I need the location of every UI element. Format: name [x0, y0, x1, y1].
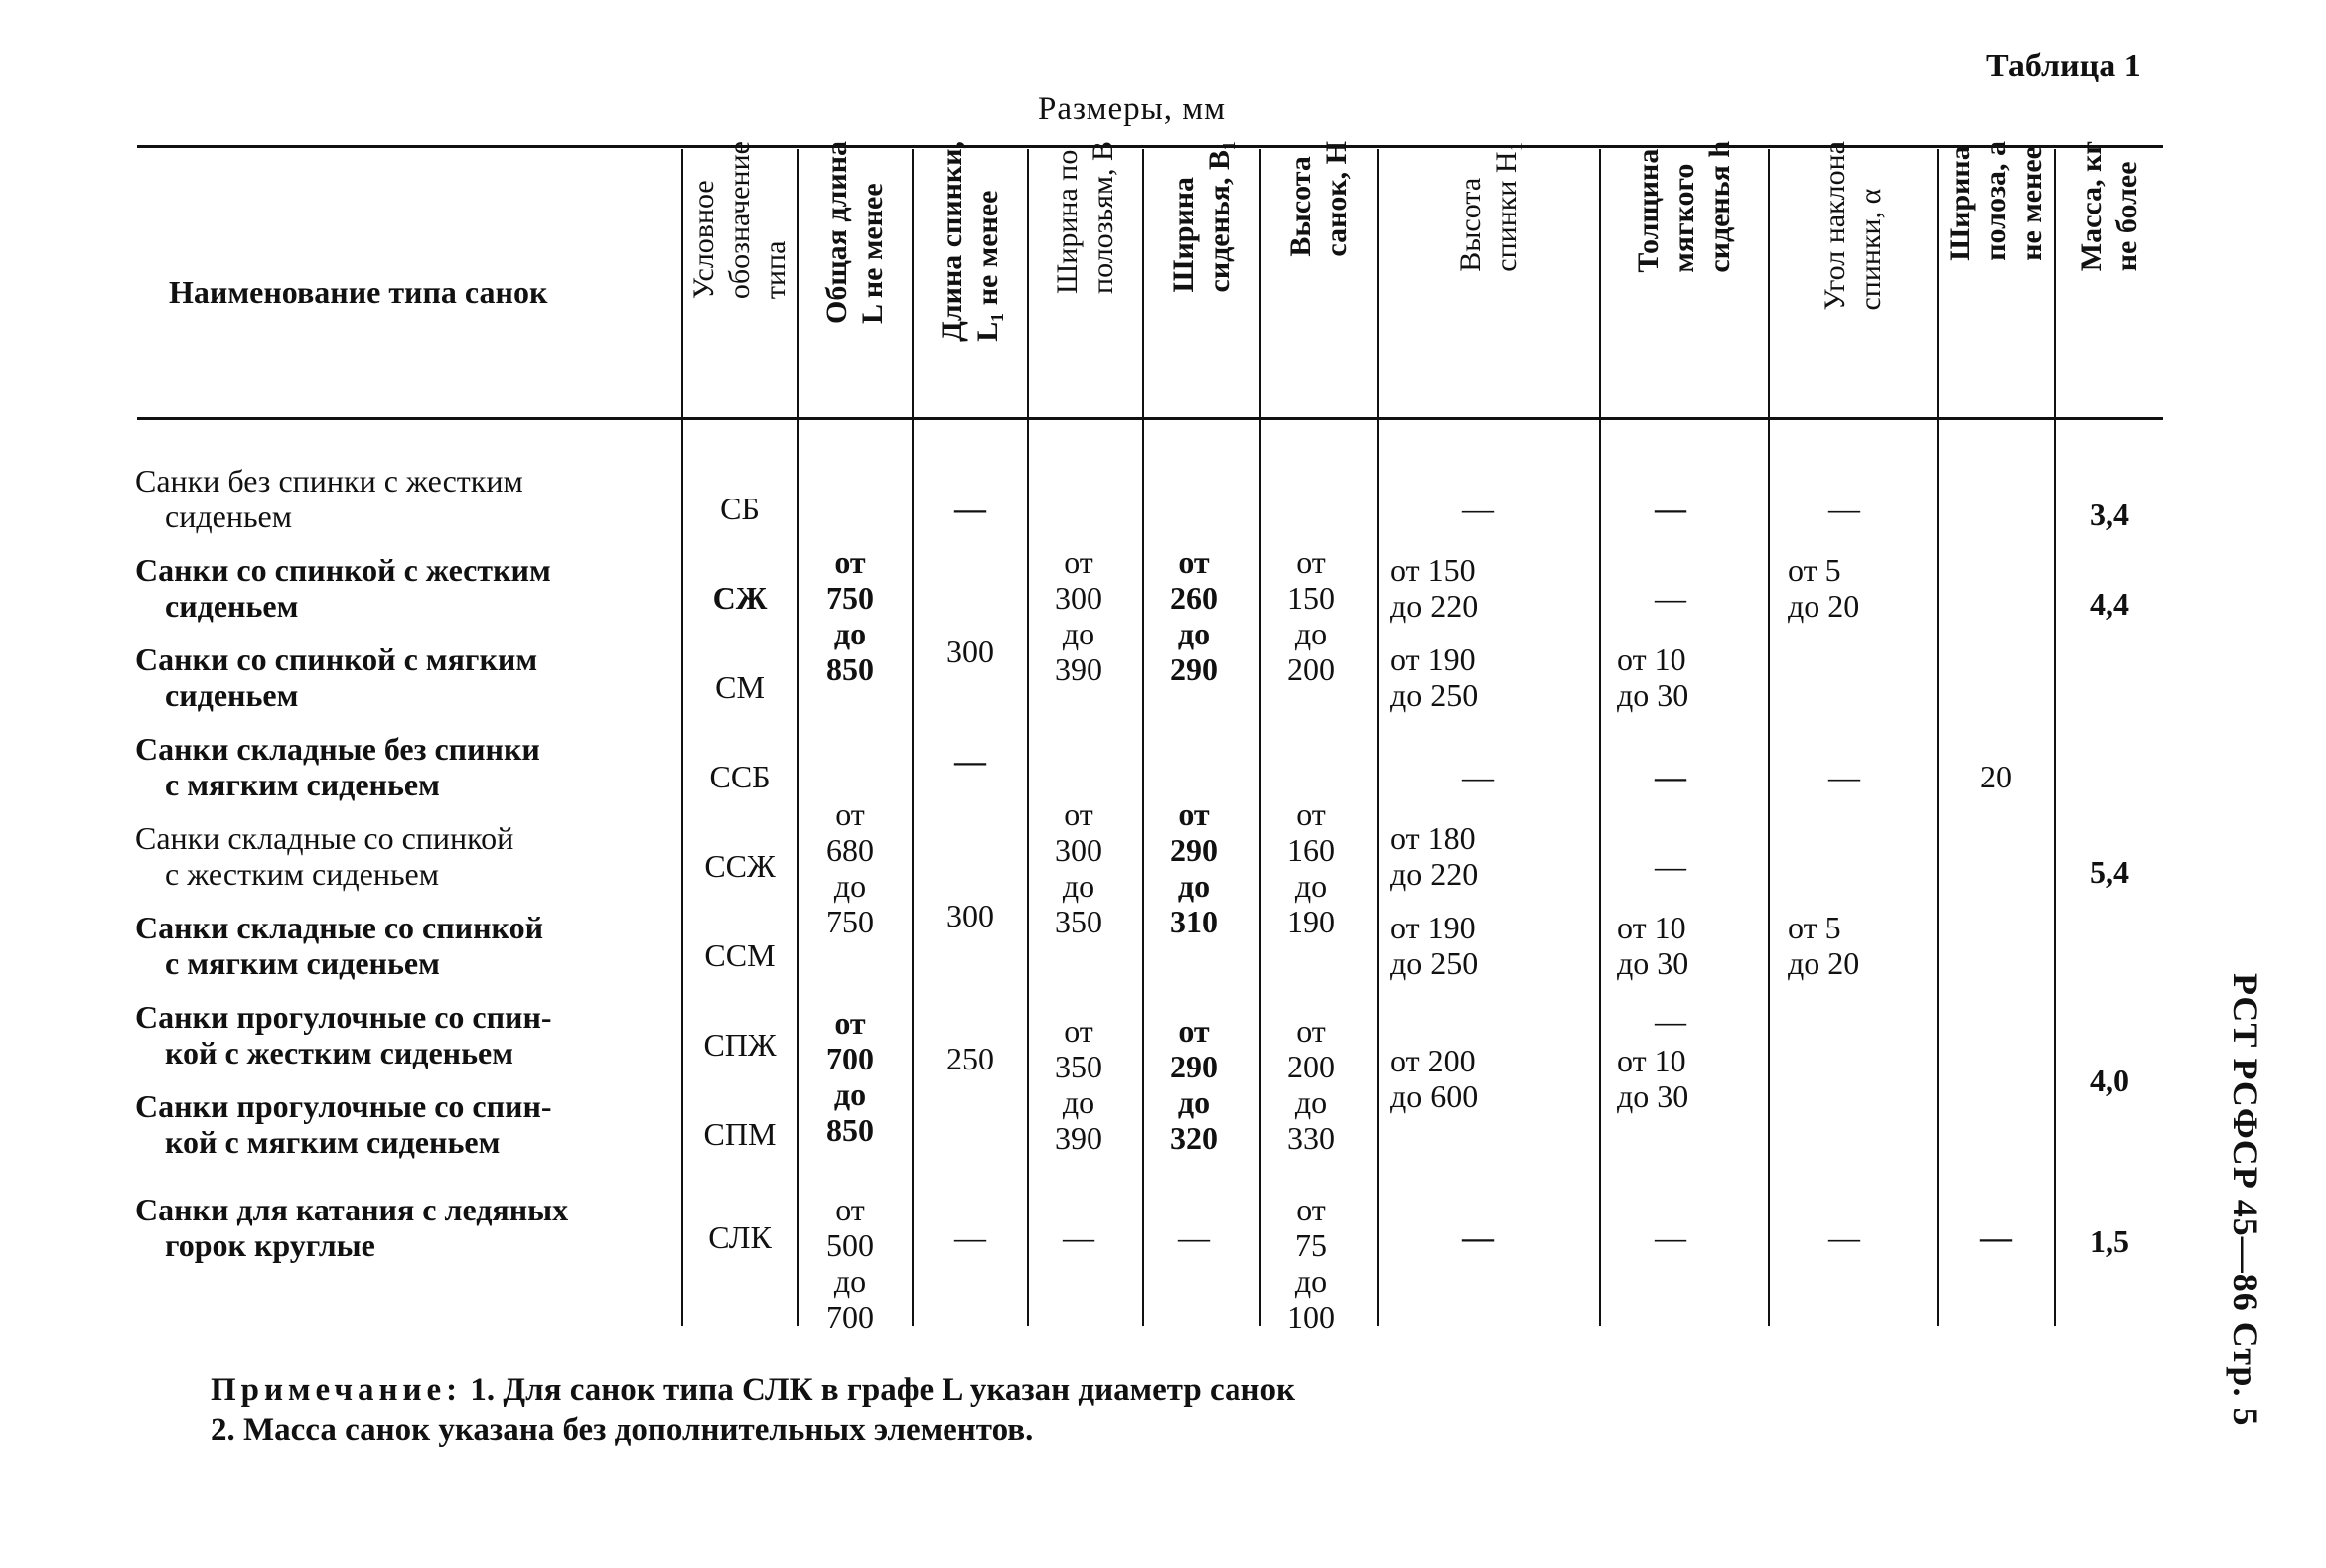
- cell-seat-thickness: от 10 до 30: [1617, 641, 1689, 713]
- cell-mass: 3,4: [2090, 497, 2129, 532]
- cell-runner-width: от 300 до 390: [1055, 544, 1102, 687]
- cell-mass: 5,4: [2090, 854, 2129, 890]
- header-back-length: Длина спинки, L₁ не менее: [936, 141, 1004, 342]
- cell-length: от 500 до 700: [826, 1192, 874, 1335]
- row-code: ССБ: [709, 759, 771, 794]
- cell-back-height: от 200 до 600: [1390, 1043, 1479, 1114]
- cell-back-height: от 180 до 220: [1390, 820, 1479, 892]
- header-back-height: Высота спинки H₁: [1454, 141, 1523, 272]
- table-note: [211, 1370, 1295, 1450]
- cell-length: от 680 до 750: [826, 796, 874, 939]
- row-name: Санки прогулочные со спин- кой с жестким сиденьем: [135, 999, 552, 1070]
- cell-back-height: от 190 до 250: [1390, 641, 1479, 713]
- header-back-angle: Угол наклона спинки, α: [1818, 141, 1887, 311]
- cell-back-angle: от 5 до 20: [1788, 552, 1860, 624]
- cell-back-length: 250: [946, 1041, 994, 1076]
- row-name: Санки со спинкой с жестким сиденьем: [135, 552, 551, 624]
- cell-seat-width: от 290 до 310: [1170, 796, 1218, 939]
- cell-back-angle: —: [1828, 759, 1860, 794]
- cell-runner-thickness: 20: [1980, 759, 2012, 794]
- row-name: Санки складные без спинки с мягким сиденьем: [135, 731, 540, 802]
- row-name: Санки без спинки с жестким сиденьем: [135, 463, 523, 534]
- cell-back-length: —: [954, 743, 986, 779]
- cell-back-length: —: [954, 1219, 986, 1255]
- header-name: Наименование типа санок: [169, 274, 548, 310]
- row-name: Санки прогулочные со спин- кой с мягким сиденьем: [135, 1088, 552, 1160]
- cell-back-height: от 150 до 220: [1390, 552, 1479, 624]
- cell-mass: 4,4: [2090, 586, 2129, 622]
- note-label: Примечание:: [211, 1372, 463, 1408]
- cell-back-angle: —: [1828, 491, 1860, 526]
- cell-back-length: 300: [946, 898, 994, 933]
- cell-height: от 150 до 200: [1287, 544, 1335, 687]
- cell-seat-thickness: —: [1655, 580, 1686, 616]
- cell-runner-width: от 300 до 350: [1055, 796, 1102, 939]
- cell-seat-thickness: от 10 до 30: [1617, 1043, 1689, 1114]
- cell-seat-width: от 260 до 290: [1170, 544, 1218, 687]
- cell-seat-width: —: [1178, 1219, 1210, 1255]
- cell-runner-thickness: —: [1980, 1219, 2012, 1255]
- cell-seat-thickness: от 10 до 30: [1617, 910, 1689, 981]
- row-name: Санки складные со спинкой с жестким сиденьем: [135, 820, 514, 892]
- header-runner-width: Ширина по полозьям, B: [1051, 141, 1119, 294]
- header-code: Условное обозначение типа: [687, 141, 792, 300]
- row-code: СМ: [715, 669, 765, 705]
- header-length: Общая длина L не менее: [820, 141, 889, 324]
- cell-seat-thickness: —: [1655, 1219, 1686, 1255]
- cell-back-length: 300: [946, 634, 994, 669]
- table-label: Таблица 1: [1986, 48, 2141, 84]
- row-name: Санки со спинкой с мягким сиденьем: [135, 641, 538, 713]
- cell-length: от 700 до 850: [826, 1005, 874, 1148]
- cell-seat-thickness: —: [1655, 759, 1686, 794]
- row-code: СЖ: [712, 580, 768, 616]
- cell-mass: 4,0: [2090, 1063, 2129, 1098]
- row-name: Санки складные со спинкой с мягким сиденьем: [135, 910, 543, 981]
- row-name: Санки для катания с ледяных горок круглые: [135, 1192, 569, 1263]
- cell-back-angle: от 5 до 20: [1788, 910, 1860, 981]
- cell-back-height: —: [1462, 491, 1494, 526]
- cell-runner-width: —: [1063, 1219, 1094, 1255]
- cell-back-angle: —: [1828, 1219, 1860, 1255]
- cell-back-height: —: [1462, 759, 1494, 794]
- cell-length: от 750 до 850: [826, 544, 874, 687]
- units-caption: Размеры, мм: [1038, 91, 1227, 127]
- row-code: СБ: [720, 491, 760, 526]
- cell-height: от 160 до 190: [1287, 796, 1335, 939]
- cell-seat-width: от 290 до 320: [1170, 1013, 1218, 1156]
- header-height: Высота санок, H: [1284, 141, 1353, 257]
- cell-height: от 75 до 100: [1287, 1192, 1335, 1335]
- cell-seat-thickness: —: [1655, 491, 1686, 526]
- header-seat-width: Ширина сиденья, B₁: [1167, 141, 1236, 293]
- cell-mass: 1,5: [2090, 1223, 2129, 1259]
- note-line-2: 2. Масса санок указана без дополнительных элементов.: [211, 1412, 1034, 1448]
- cell-seat-thickness: —: [1655, 1003, 1686, 1039]
- cell-back-length: —: [954, 491, 986, 526]
- row-code: СПМ: [703, 1116, 777, 1152]
- cell-runner-width: от 350 до 390: [1055, 1013, 1102, 1156]
- page-side-header: РСТ РСФСР 45—86 Стр. 5: [2226, 973, 2265, 1427]
- row-code: СЛК: [708, 1219, 772, 1255]
- row-code: СПЖ: [703, 1027, 777, 1063]
- note-line-1: 1. Для санок типа СЛК в графе L указан диаметр санок: [462, 1372, 1296, 1408]
- cell-height: от 200 до 330: [1287, 1013, 1335, 1156]
- header-mass: Масса, кг не более: [2075, 141, 2143, 272]
- cell-back-height: —: [1462, 1219, 1494, 1255]
- cell-seat-thickness: —: [1655, 848, 1686, 884]
- row-code: ССЖ: [704, 848, 776, 884]
- row-code: ССМ: [704, 937, 776, 973]
- cell-back-height: от 190 до 250: [1390, 910, 1479, 981]
- header-seat-thickness: Толщина мягкого сиденья h: [1632, 141, 1736, 273]
- header-runner-thickness: Ширина полоза, a не менее: [1944, 141, 2048, 261]
